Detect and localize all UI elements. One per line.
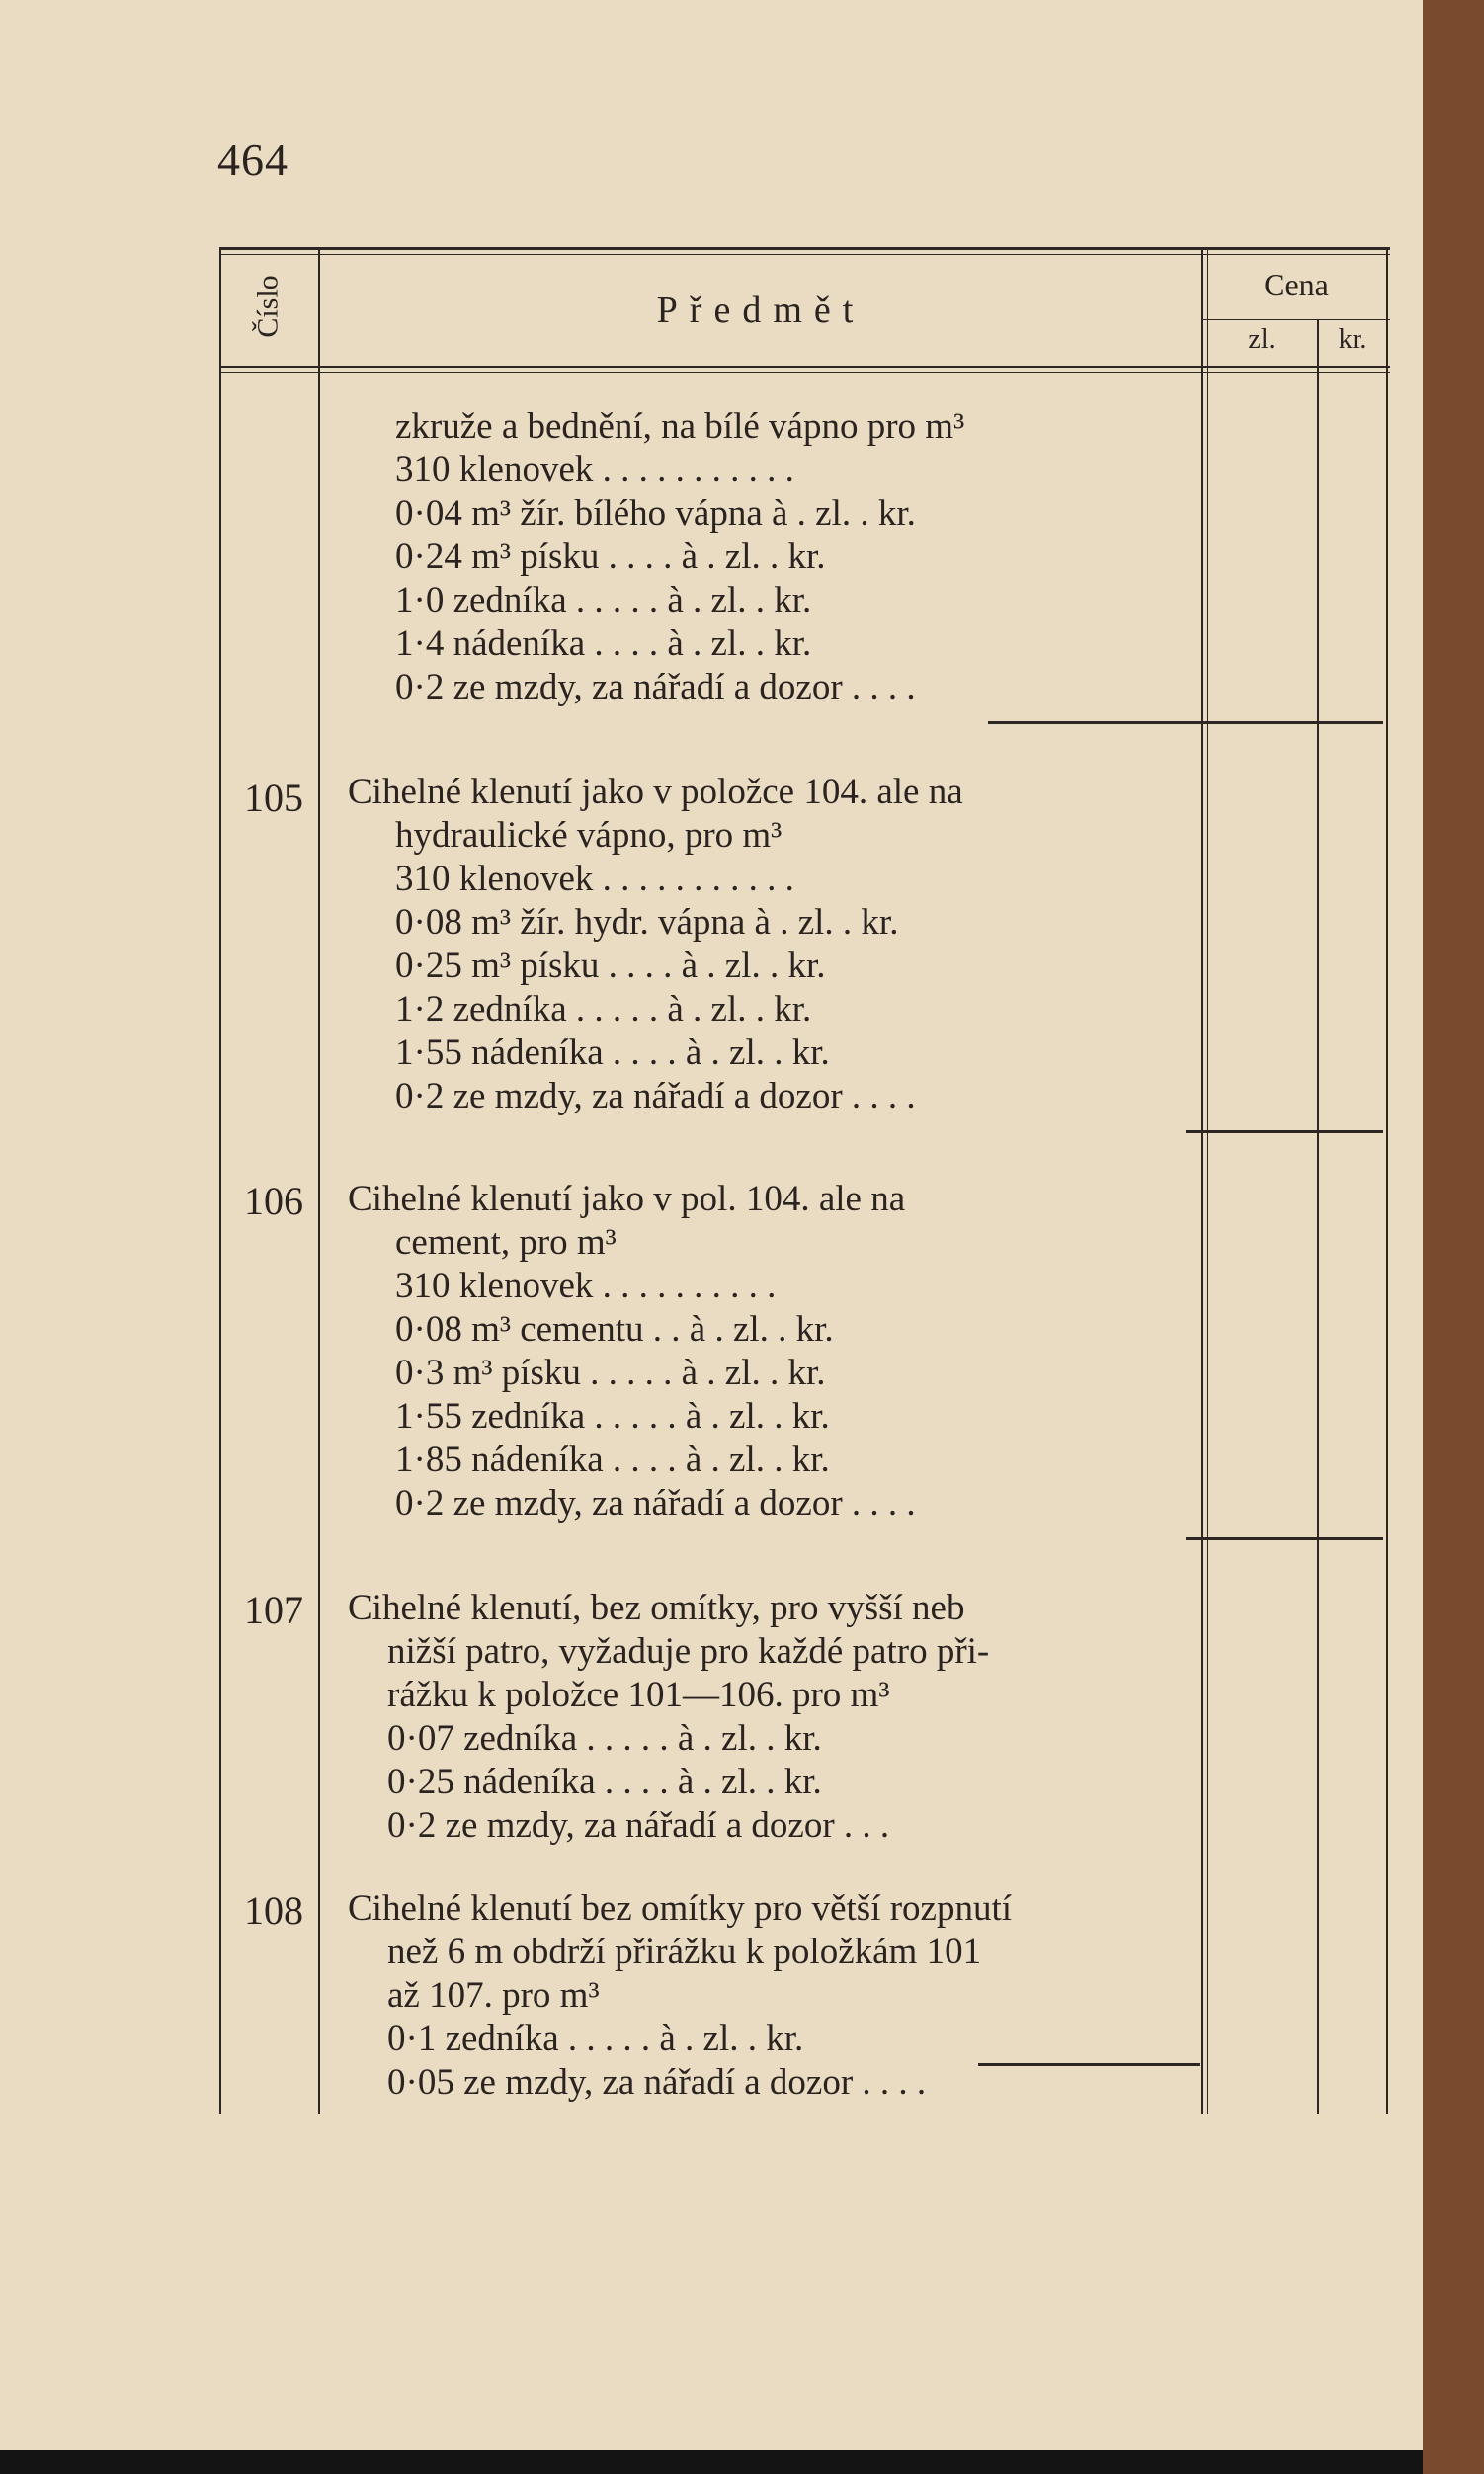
entry-line: 1·55 zedníka . . . . . à . zl. . kr. (395, 1396, 830, 1437)
entry-line: 1·4 nádeníka . . . . à . zl. . kr. (395, 623, 812, 664)
entry-line: než 6 m obdrží přirážku k položkám 101 (387, 1932, 982, 1972)
entry-line: 0·08 m³ žír. hydr. vápna à . zl. . kr. (395, 902, 899, 943)
entry-line: 0·25 m³ písku . . . . à . zl. . kr. (395, 946, 826, 986)
entry-line: nižší patro, vyžaduje pro každé patro při- (387, 1631, 990, 1672)
subtotal-rule (1186, 1537, 1383, 1540)
entry-line: Cihelné klenutí jako v pol. 104. ale na (348, 1179, 906, 1219)
header-cislo (229, 252, 308, 361)
entry-line: 1·2 zedníka . . . . . à . zl. . kr. (395, 989, 812, 1030)
entry-line: hydraulické vápno, pro m³ (395, 815, 783, 856)
subtotal-rule (978, 2063, 1200, 2066)
entry-line: 0·2 ze mzdy, za nářadí a dozor . . . . (395, 667, 916, 707)
entry-number: 105 (244, 776, 303, 820)
header-kr: kr. (1338, 324, 1367, 355)
page-number: 464 (217, 134, 289, 185)
entry-line: 1·55 nádeníka . . . . à . zl. . kr. (395, 1032, 830, 1073)
entry-number: 108 (244, 1888, 303, 1933)
predmet-column-rule (1201, 247, 1203, 2114)
entry-line: 0·2 ze mzdy, za nářadí a dozor . . . . (395, 1483, 916, 1524)
entry-line: 310 klenovek . . . . . . . . . . . (395, 859, 794, 899)
cislo-column-rule (318, 247, 320, 2114)
entry-line: 0·05 ze mzdy, za nářadí a dozor . . . . (387, 2062, 927, 2103)
table-top-rule-inner (219, 254, 1390, 255)
entry-line: 310 klenovek . . . . . . . . . . (395, 1266, 777, 1306)
header-cena: Cena (1264, 267, 1329, 302)
subtotal-rule (1186, 1130, 1383, 1133)
predmet-column-rule-inner (1207, 247, 1208, 2114)
entry-line: Cihelné klenutí, bez omítky, pro vyšší neb (348, 1588, 965, 1628)
header-cislo-label: Číslo (251, 275, 285, 338)
entry-number: 106 (244, 1179, 303, 1223)
entry-line: 0·07 zedníka . . . . . à . zl. . kr. (387, 1718, 822, 1759)
entry-number: 107 (244, 1588, 303, 1632)
entry-line: zkruže a bednění, na bílé vápno pro m³ (395, 406, 965, 447)
left-border (219, 247, 221, 2114)
entry-line: Cihelné klenutí bez omítky pro větší rozpnutí (348, 1888, 1013, 1929)
entry-line: 0·04 m³ žír. bílého vápna à . zl. . kr. (395, 493, 916, 534)
entry-line: 1·0 zedníka . . . . . à . zl. . kr. (395, 580, 812, 620)
header-bottom-rule (219, 366, 1390, 368)
right-border (1386, 247, 1388, 2114)
entry-line: 310 klenovek . . . . . . . . . . . (395, 450, 794, 490)
zl-kr-column-rule (1317, 319, 1319, 2114)
header-bottom-rule-inner (219, 372, 1390, 373)
entry-line: rážku k položce 101—106. pro m³ (387, 1675, 890, 1715)
book-spine-edge (1423, 0, 1484, 2474)
entry-line: 0·2 ze mzdy, za nářadí a dozor . . . . (395, 1076, 916, 1116)
entry-line: Cihelné klenutí jako v položce 104. ale na (348, 772, 963, 812)
entry-line: 0·1 zedníka . . . . . à . zl. . kr. (387, 2019, 804, 2059)
entry-line: 1·85 nádeníka . . . . à . zl. . kr. (395, 1440, 830, 1480)
header-predmet: Předmět (656, 289, 866, 331)
entry-line: 0·25 nádeníka . . . . à . zl. . kr. (387, 1762, 822, 1802)
header-zl: zl. (1248, 324, 1276, 355)
entry-line: 0·24 m³ písku . . . . à . zl. . kr. (395, 536, 826, 577)
entry-line: 0·2 ze mzdy, za nářadí a dozor . . . (387, 1805, 890, 1846)
entry-line: cement, pro m³ (395, 1222, 617, 1263)
entry-line: 0·3 m³ písku . . . . . à . zl. . kr. (395, 1353, 826, 1393)
subtotal-rule (988, 721, 1383, 724)
table-top-rule (219, 247, 1390, 250)
entry-line: až 107. pro m³ (387, 1975, 600, 2016)
cena-split-rule (1203, 319, 1390, 320)
entry-line: 0·08 m³ cementu . . à . zl. . kr. (395, 1309, 834, 1350)
